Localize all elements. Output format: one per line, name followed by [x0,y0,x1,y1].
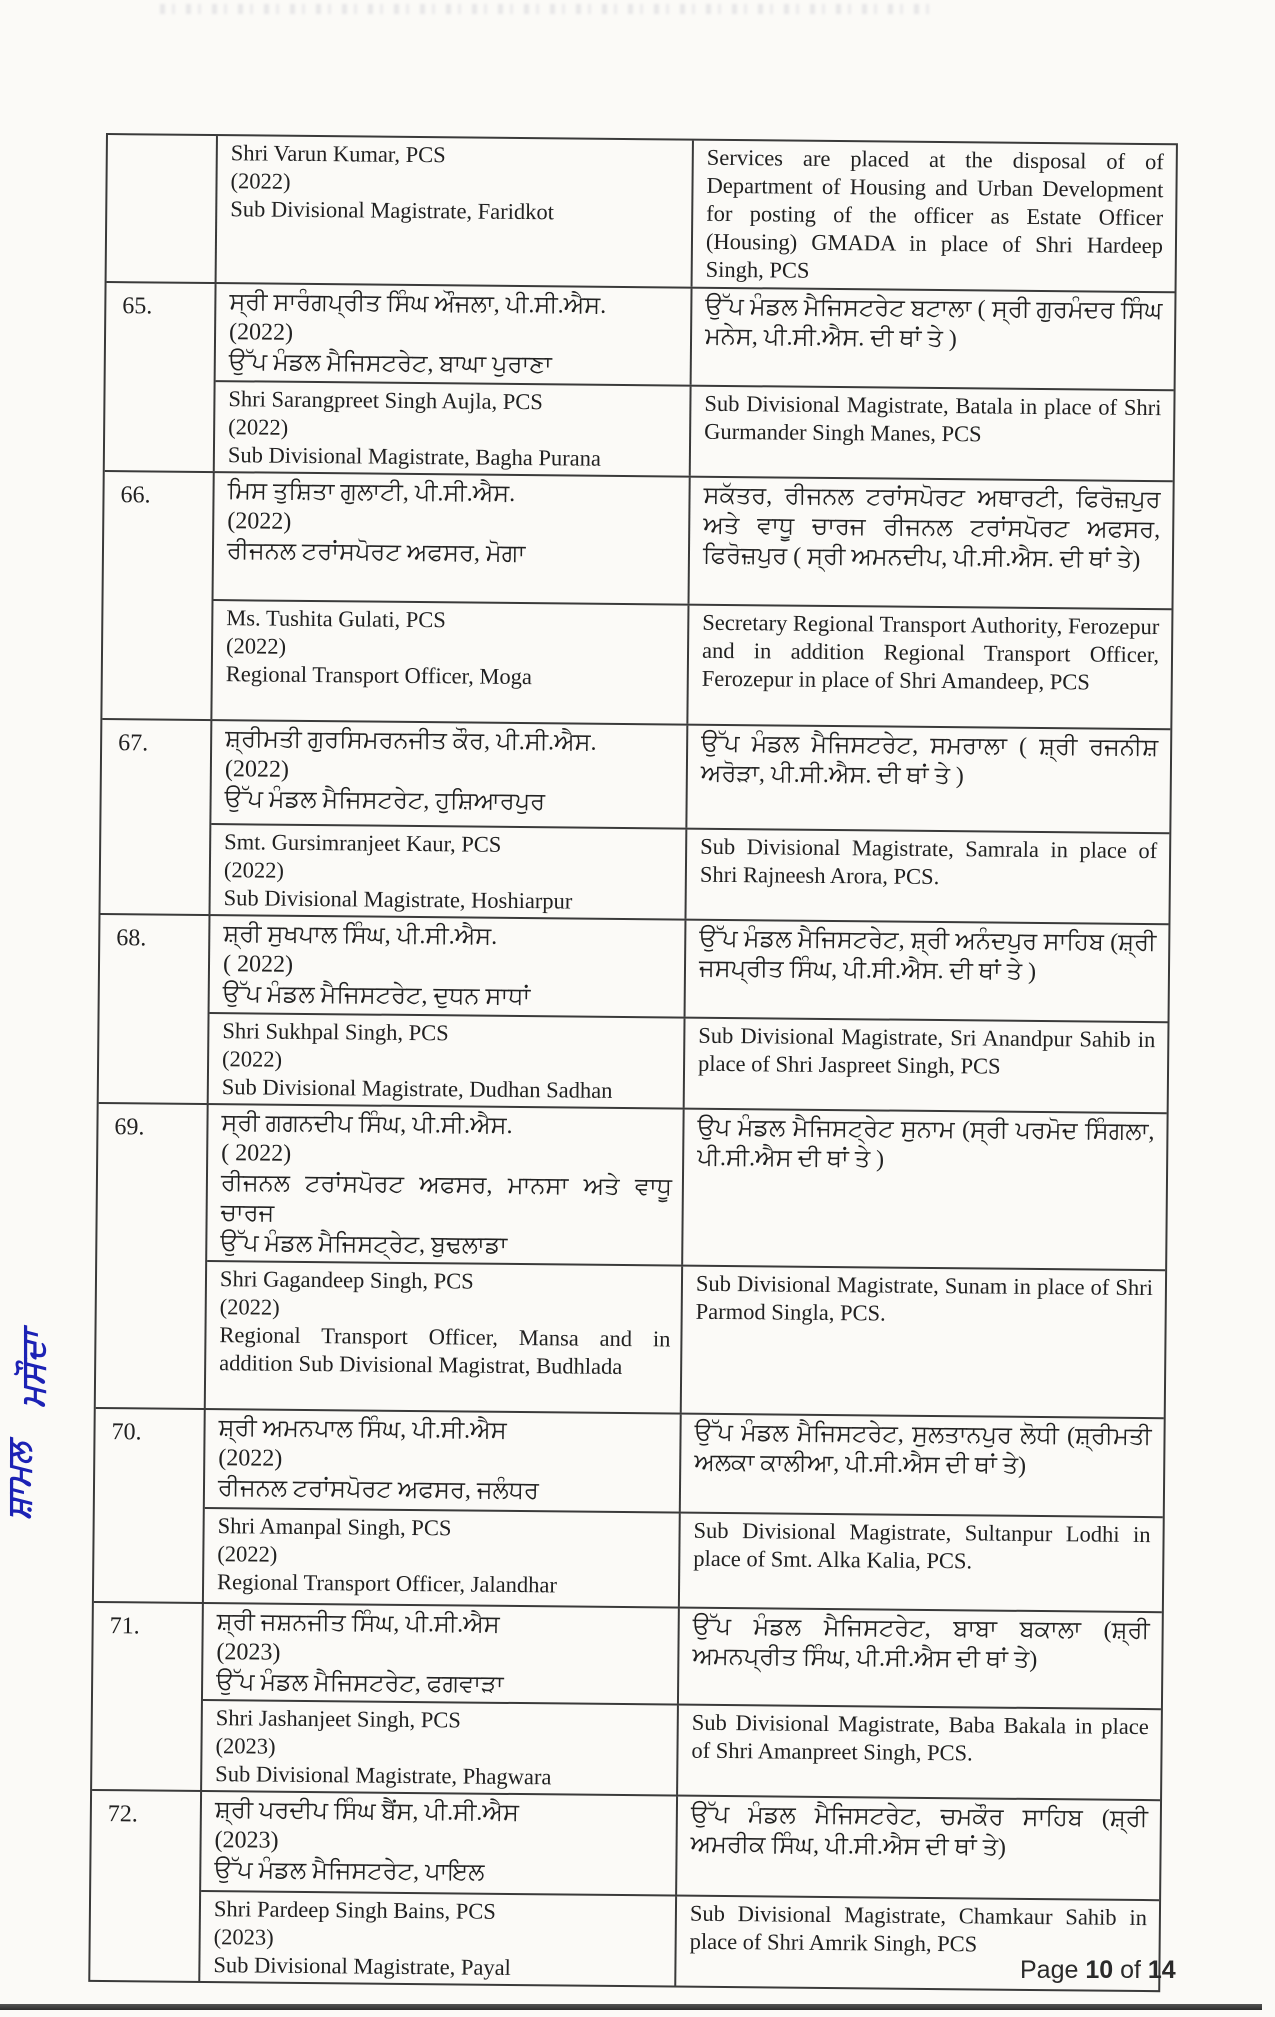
officer-cell: ਸ਼੍ਰੀ ਸੁਖਪਾਲ ਸਿੰਘ, ਪੀ.ਸੀ.ਐਸ. ( 2022) ਉੱਪ ਮੰਡਲ ਮੈਜਿਸਟਰੇਟ, ਦੁਧਨ ਸਾਧਾਂ [210,916,687,1017]
serial-cell: 69. [96,1104,209,1408]
officer-cell: Shri Varun Kumar, PCS (2022) Sub Divisional Magistrate, Faridkot [217,136,694,287]
row-subrows [209,916,1169,1112]
officer-cell: ਸ਼੍ਰੀ ਪਰਦੀਪ ਸਿੰਘ ਬੈਂਸ, ਪੀ.ਸੀ.ਐਸ (2023) ਉੱਪ ਮੰਡਲ ਮੈਜਿਸਟਰੇਟ, ਪਾਇਲ [201,1792,678,1895]
posting-cell: ਸਕੱਤਰ, ਰੀਜਨਲ ਟਰਾਂਸਪੋਰਟ ਅਥਾਰਟੀ, ਫਿਰੋਜ਼ਪੁਰ ਅਤੇ ਵਾਧੂ ਚਾਰਜ ਰੀਜਨਲ ਟਰਾਂਸਪੋਰਟ ਅਫਸਰ, ਫਿਰੋਜ਼ਪੁਰ ( ਸ੍ਰੀ ਅਮਨਦੀਪ, ਪੀ.ਸੀ.ਐਸ. ਦੀ ਥਾਂ ਤੇ) [702,482,1161,573]
page-number-middle: of [1113,1956,1148,1984]
table-row [107,135,1176,291]
table-subrow [211,823,1170,923]
posting-cell: ਉੱਪ ਮੰਡਲ ਮੈਜਿਸਟਰੇਟ, ਸੁਲਤਾਨਪੁਰ ਲੋਧੀ (ਸ਼੍ਰੀਮਤੀ ਅਲਕਾ ਕਾਲੀਆ, ਪੀ.ਸੀ.ਐਸ ਦੀ ਥਾਂ ਤੇ) [694,1419,1152,1479]
serial-cell: 66. [102,472,214,719]
serial-cell [107,135,218,282]
table-subrow [204,1507,1163,1611]
table-row [96,1102,1167,1417]
table-row [102,470,1172,728]
table-row [90,1789,1160,1990]
transfer-table [88,133,1178,1992]
posting-cell: Sub Divisional Magistrate, Batala in place of Shri Gurmander Singh Manes, PCS [704,390,1162,447]
table-row [94,1407,1164,1611]
serial-cell: 71. [92,1603,204,1790]
posting-cell: ਉਪ ਮੰਡਲ ਮੈਜਿਸਟ੍ਰੇਟ ਸੁਨਾਮ (ਸ੍ਰੀ ਪਰਮੋਦ ਸਿੰਗਲਾ, ਪੀ.ਸੀ.ਐਸ ਦੀ ਥਾਂ ਤੇ ) [697,1114,1155,1173]
posting-cell: Sub Divisional Magistrate, Samrala in place of Shri Rajneesh Arora, PCS. [699,833,1158,890]
table-subrow [214,473,1173,608]
row-subrows [202,1604,1162,1799]
table-subrow [201,1792,1160,1899]
posting-cell: Services are placed at the disposal of of Department of Housing and Urban Development for posting of the officer as Estate Officer (Housing) GMADA in place of Shri Hardeep Singh, PCS [705,144,1164,283]
officer-cell: ਸ੍ਰੀ ਸਾਰੰਗਪ੍ਰੀਤ ਸਿੰਘ ਔਜਲਾ, ਪੀ.ਸੀ.ਐਸ. (2022) ਉੱਪ ਮੰਡਲ ਮੈਜਿਸਟਰੇਟ, ਬਾਘਾ ਪੁਰਾਣਾ [216,284,693,385]
table-subrow [210,916,1169,1021]
serial-cell: 65. [105,283,217,471]
table-subrow [211,721,1170,832]
officer-cell: ਸ਼੍ਰੀਮਤੀ ਗੁਰਸਿਮਰਨਜੀਤ ਕੌਰ, ਪੀ.ਸੀ.ਐਸ. (2022) ਉੱਪ ਮੰਡਲ ਮੈਜਿਸਟਰੇਟ, ਹੁਸ਼ਿਆਰਪੁਰ [211,721,688,828]
posting-cell: Secretary Regional Transport Authority, Ferozepur and in addition Regional Transport Officer, Ferozepur in place of Shri Amandeep, PCS [701,609,1160,695]
officer-cell: ਮਿਸ ਤੁਸ਼ਿਤਾ ਗੁਲਾਟੀ, ਪੀ.ਸੀ.ਐਸ. (2022) ਰੀਜਨਲ ਟਰਾਂਸਪੋਰਟ ਅਫਸਰ, ਮੋਗਾ [214,473,691,604]
posting-cell: Sub Divisional Magistrate, Sultanpur Lodhi in place of Smt. Alka Kalia, PCS. [693,1517,1151,1574]
table-subrow [203,1604,1162,1708]
table-row [99,913,1169,1112]
handwritten-note-2: ਸ਼ਾਮਲ [2,1441,38,1520]
officer-cell: Shri Sukhpal Singh, PCS (2022) Sub Divisional Magistrate, Dudhan Sadhan [209,1014,686,1108]
handwritten-note-1: ਮਸੌਦਾ [16,1330,52,1408]
table-row [92,1601,1162,1799]
row-subrows [212,473,1172,728]
officer-cell: Smt. Gursimranjeet Kaur, PCS (2022) Sub Divisional Magistrate, Hoshiarpur [211,825,688,919]
posting-cell: ਉੱਪ ਮੰਡਲ ਮੈਜਿਸਟਰੇਟ, ਚਮਕੌਰ ਸਾਹਿਬ (ਸ਼੍ਰੀ ਅਮਰੀਕ ਸਿੰਘ, ਪੀ.ਸੀ.ਐਸ ਦੀ ਥਾਂ ਤੇ) [690,1801,1148,1861]
table-subrow [205,1410,1164,1516]
posting-cell: ਉੱਪ ਮੰਡਲ ਮੈਜਿਸਟਰੇਟ, ਸ਼੍ਰੀ ਅਨੰਦਪੁਰ ਸਾਹਿਬ (ਸ਼੍ਰੀ ਜਸਪ੍ਰੀਤ ਸਿੰਘ, ਪੀ.ਸੀ.ਐਸ. ਦੀ ਥਾਂ ਤੇ ) [698,925,1157,985]
table-row [101,718,1171,923]
table-subrow [217,136,1176,291]
officer-cell: ਸ੍ਰੀ ਗਗਨਦੀਪ ਸਿੰਘ, ਪੀ.ਸੀ.ਐਸ. ( 2022) ਰੀਜਨਲ ਟਰਾਂਸਪੋਰਟ ਅਫਸਰ, ਮਾਨਸਾ ਅਤੇ ਵਾਧੂ ਚਾਰਜ ਉੱਪ ਮੰਡਲ ਮੈਜਿਸਟ੍ਰੇਟ, ਬੁਢਲਾਡਾ [207,1105,684,1265]
table-subrow [216,284,1175,389]
row-subrows [200,1792,1160,1990]
posting-cell: ਉੱਪ ਮੰਡਲ ਮੈਜਿਸਟਰੇਟ ਬਟਾਲਾ ( ਸ੍ਰੀ ਗੁਰਮੰਦਰ ਸਿੰਘ ਮਨੇਸ, ਪੀ.ਸੀ.ਐਸ. ਦੀ ਥਾਂ ਤੇ ) [704,293,1163,353]
row-subrows [206,1105,1167,1417]
posting-cell: ਉੱਪ ਮੰਡਲ ਮੈਜਿਸਟਰੇਟ, ਬਾਬਾ ਬਕਾਲਾ (ਸ਼੍ਰੀ ਅਮਨਪ੍ਰੀਤ ਸਿੰਘ, ਪੀ.ਸੀ.ਐਸ ਦੀ ਥਾਂ ਤੇ) [692,1613,1150,1674]
page-number-current: 10 [1085,1956,1114,1984]
serial-cell: 70. [94,1409,206,1602]
scan-edge-line [0,2004,1262,2010]
officer-cell: ਸ਼੍ਰੀ ਜਸ਼ਨਜੀਤ ਸਿੰਘ, ਪੀ.ਸੀ.ਐਸ (2023) ਉੱਪ ਮੰਡਲ ਮੈਜਿਸਟਰੇਟ, ਫਗਵਾੜਾ [203,1604,680,1704]
serial-cell: 72. [90,1791,202,1981]
table-subrow [209,1012,1168,1112]
officer-cell: Ms. Tushita Gulati, PCS (2022) Regional Transport Officer, Moga [212,601,689,724]
posting-cell: Sub Divisional Magistrate, Sri Anandpur Sahib in place of Shri Jaspreet Singh, PCS [697,1022,1156,1079]
serial-cell: 67. [101,720,213,914]
table-subrow [200,1890,1159,1990]
table-subrow [212,599,1171,728]
officer-cell: ਸ਼੍ਰੀ ਅਮਨਪਾਲ ਸਿੰਘ, ਪੀ.ਸੀ.ਐਸ (2022) ਰੀਜਨਲ ਟਰਾਂਸਪੋਰਟ ਅਫਸਰ, ਜਲੰਧਰ [205,1410,682,1512]
officer-cell: Shri Amanpal Singh, PCS (2022) Regional Transport Officer, Jalandhar [204,1509,681,1607]
officer-cell: Shri Gagandeep Singh, PCS (2022) Regional Transport Officer, Mansa and in addition Sub Divisional Magistrat, Budhlada [206,1262,683,1413]
officer-cell: Shri Sarangpreet Singh Aujla, PCS (2022) Sub Divisional Magistrate, Bagha Purana [215,382,692,476]
row-subrows [204,1410,1164,1611]
table-subrow [206,1260,1165,1417]
row-subrows [217,136,1176,291]
posting-cell: ਉੱਪ ਮੰਡਲ ਮੈਜਿਸਟਰੇਟ, ਸਮਰਾਲਾ ( ਸ਼੍ਰੀ ਰਜਨੀਸ਼ ਅਰੋੜਾ, ਪੀ.ਸੀ.ਐਸ. ਦੀ ਥਾਂ ਤੇ ) [700,730,1159,790]
table-subrow [215,380,1174,480]
table-subrow [207,1105,1166,1269]
page-number-total: 14 [1147,1956,1176,1984]
posting-cell: Sub Divisional Magistrate, Sunam in place of Shri Parmod Singla, PCS. [695,1270,1154,1326]
ink-bleed-artifact [160,4,940,14]
officer-cell: Shri Pardeep Singh Bains, PCS (2023) Sub Divisional Magistrate, Payal [200,1892,677,1986]
table-row [105,281,1175,480]
page-number [1020,1956,1176,1985]
page-number-prefix: Page [1020,1956,1086,1984]
posting-cell: Sub Divisional Magistrate, Chamkaur Sahib in place of Shri Amrik Singh, PCS [689,1900,1148,1957]
row-subrows [215,284,1175,480]
row-subrows [211,721,1171,923]
table-subrow [202,1699,1161,1799]
posting-cell: Sub Divisional Magistrate, Baba Bakala in place of Shri Amanpreet Singh, PCS. [691,1709,1149,1766]
serial-cell: 68. [99,915,211,1103]
officer-cell: Shri Jashanjeet Singh, PCS (2023) Sub Divisional Magistrate, Phagwara [202,1701,679,1795]
